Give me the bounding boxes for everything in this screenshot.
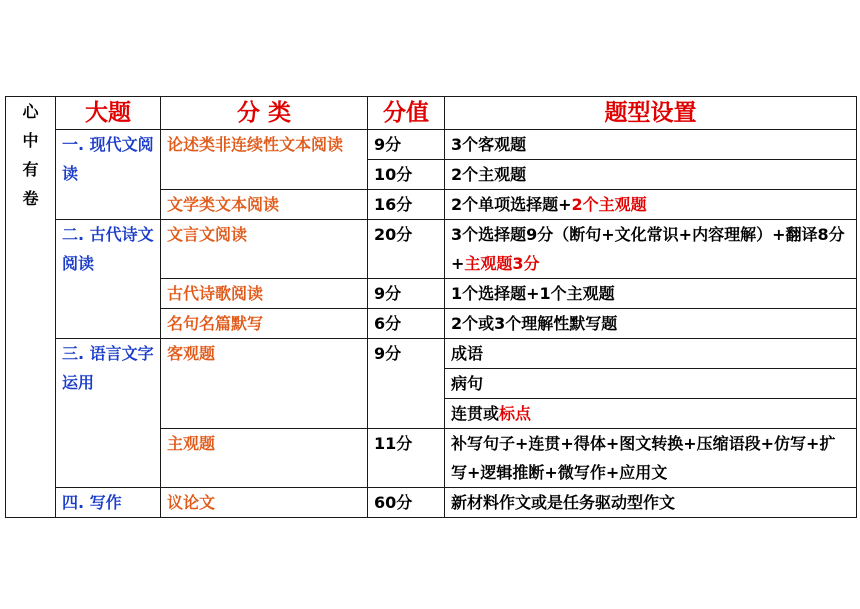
header-category: 大题: [56, 97, 161, 130]
score-cell: 60分: [368, 488, 445, 518]
header-setup: 题型设置: [445, 97, 857, 130]
setup-cell: [445, 220, 857, 279]
setup-cell: 1个选择题+1个主观题: [445, 279, 857, 309]
type-ancient-poetry: 古代诗歌阅读: [161, 279, 368, 309]
table-row: [6, 339, 857, 369]
header-row: [6, 97, 857, 130]
setup-cell: 2个主观题: [445, 160, 857, 190]
setup-text: 3个选择题9分（断句+文化常识+内容理解）+翻译8分+: [451, 225, 845, 273]
header-type: 分 类: [161, 97, 368, 130]
type-subjective: 主观题: [161, 429, 368, 488]
score-cell: 9分: [368, 279, 445, 309]
score-cell: 16分: [368, 190, 445, 220]
side-char-3: 有: [22, 160, 39, 179]
setup-cell: [445, 190, 857, 220]
score-cell: 9分: [368, 130, 445, 160]
setup-cell: 成语: [445, 339, 857, 369]
header-score: 分值: [368, 97, 445, 130]
setup-highlight: 2个主观题: [571, 195, 647, 214]
score-cell: 20分: [368, 220, 445, 279]
setup-cell: [445, 399, 857, 429]
category-writing: 四. 写作: [56, 488, 161, 518]
type-literary-text: 文学类文本阅读: [161, 190, 368, 220]
setup-highlight: 标点: [499, 404, 532, 423]
type-famous-quotes: 名句名篇默写: [161, 309, 368, 339]
setup-cell: 3个客观题: [445, 130, 857, 160]
side-char-1: 心: [22, 102, 39, 121]
setup-text: 2个单项选择题+: [451, 195, 572, 214]
type-classical-chinese: 文言文阅读: [161, 220, 368, 279]
setup-highlight: 主观题3分: [464, 254, 540, 273]
type-objective: 客观题: [161, 339, 368, 429]
side-char-4: 卷: [22, 189, 39, 208]
type-argumentative: 议论文: [161, 488, 368, 518]
side-title: [6, 97, 56, 518]
type-nonlinear-text: 论述类非连续性文本阅读: [161, 130, 368, 190]
score-cell: 9分: [368, 339, 445, 429]
score-cell: 10分: [368, 160, 445, 190]
setup-cell: 病句: [445, 369, 857, 399]
category-classical: 二. 古代诗文阅读: [56, 220, 161, 339]
side-char-2: 中: [22, 131, 39, 150]
exam-structure-table: [5, 96, 857, 518]
table-row: [6, 130, 857, 160]
setup-cell: 补写句子+连贯+得体+图文转换+压缩语段+仿写+扩写+逻辑推断+微写作+应用文: [445, 429, 857, 488]
category-language: 三. 语言文字运用: [56, 339, 161, 488]
table-row: [6, 220, 857, 279]
table-row: [6, 488, 857, 518]
setup-cell: 新材料作文或是任务驱动型作文: [445, 488, 857, 518]
setup-cell: 2个或3个理解性默写题: [445, 309, 857, 339]
score-cell: 11分: [368, 429, 445, 488]
setup-text: 连贯或: [451, 404, 500, 423]
score-cell: 6分: [368, 309, 445, 339]
category-modern: 一. 现代文阅读: [56, 130, 161, 220]
